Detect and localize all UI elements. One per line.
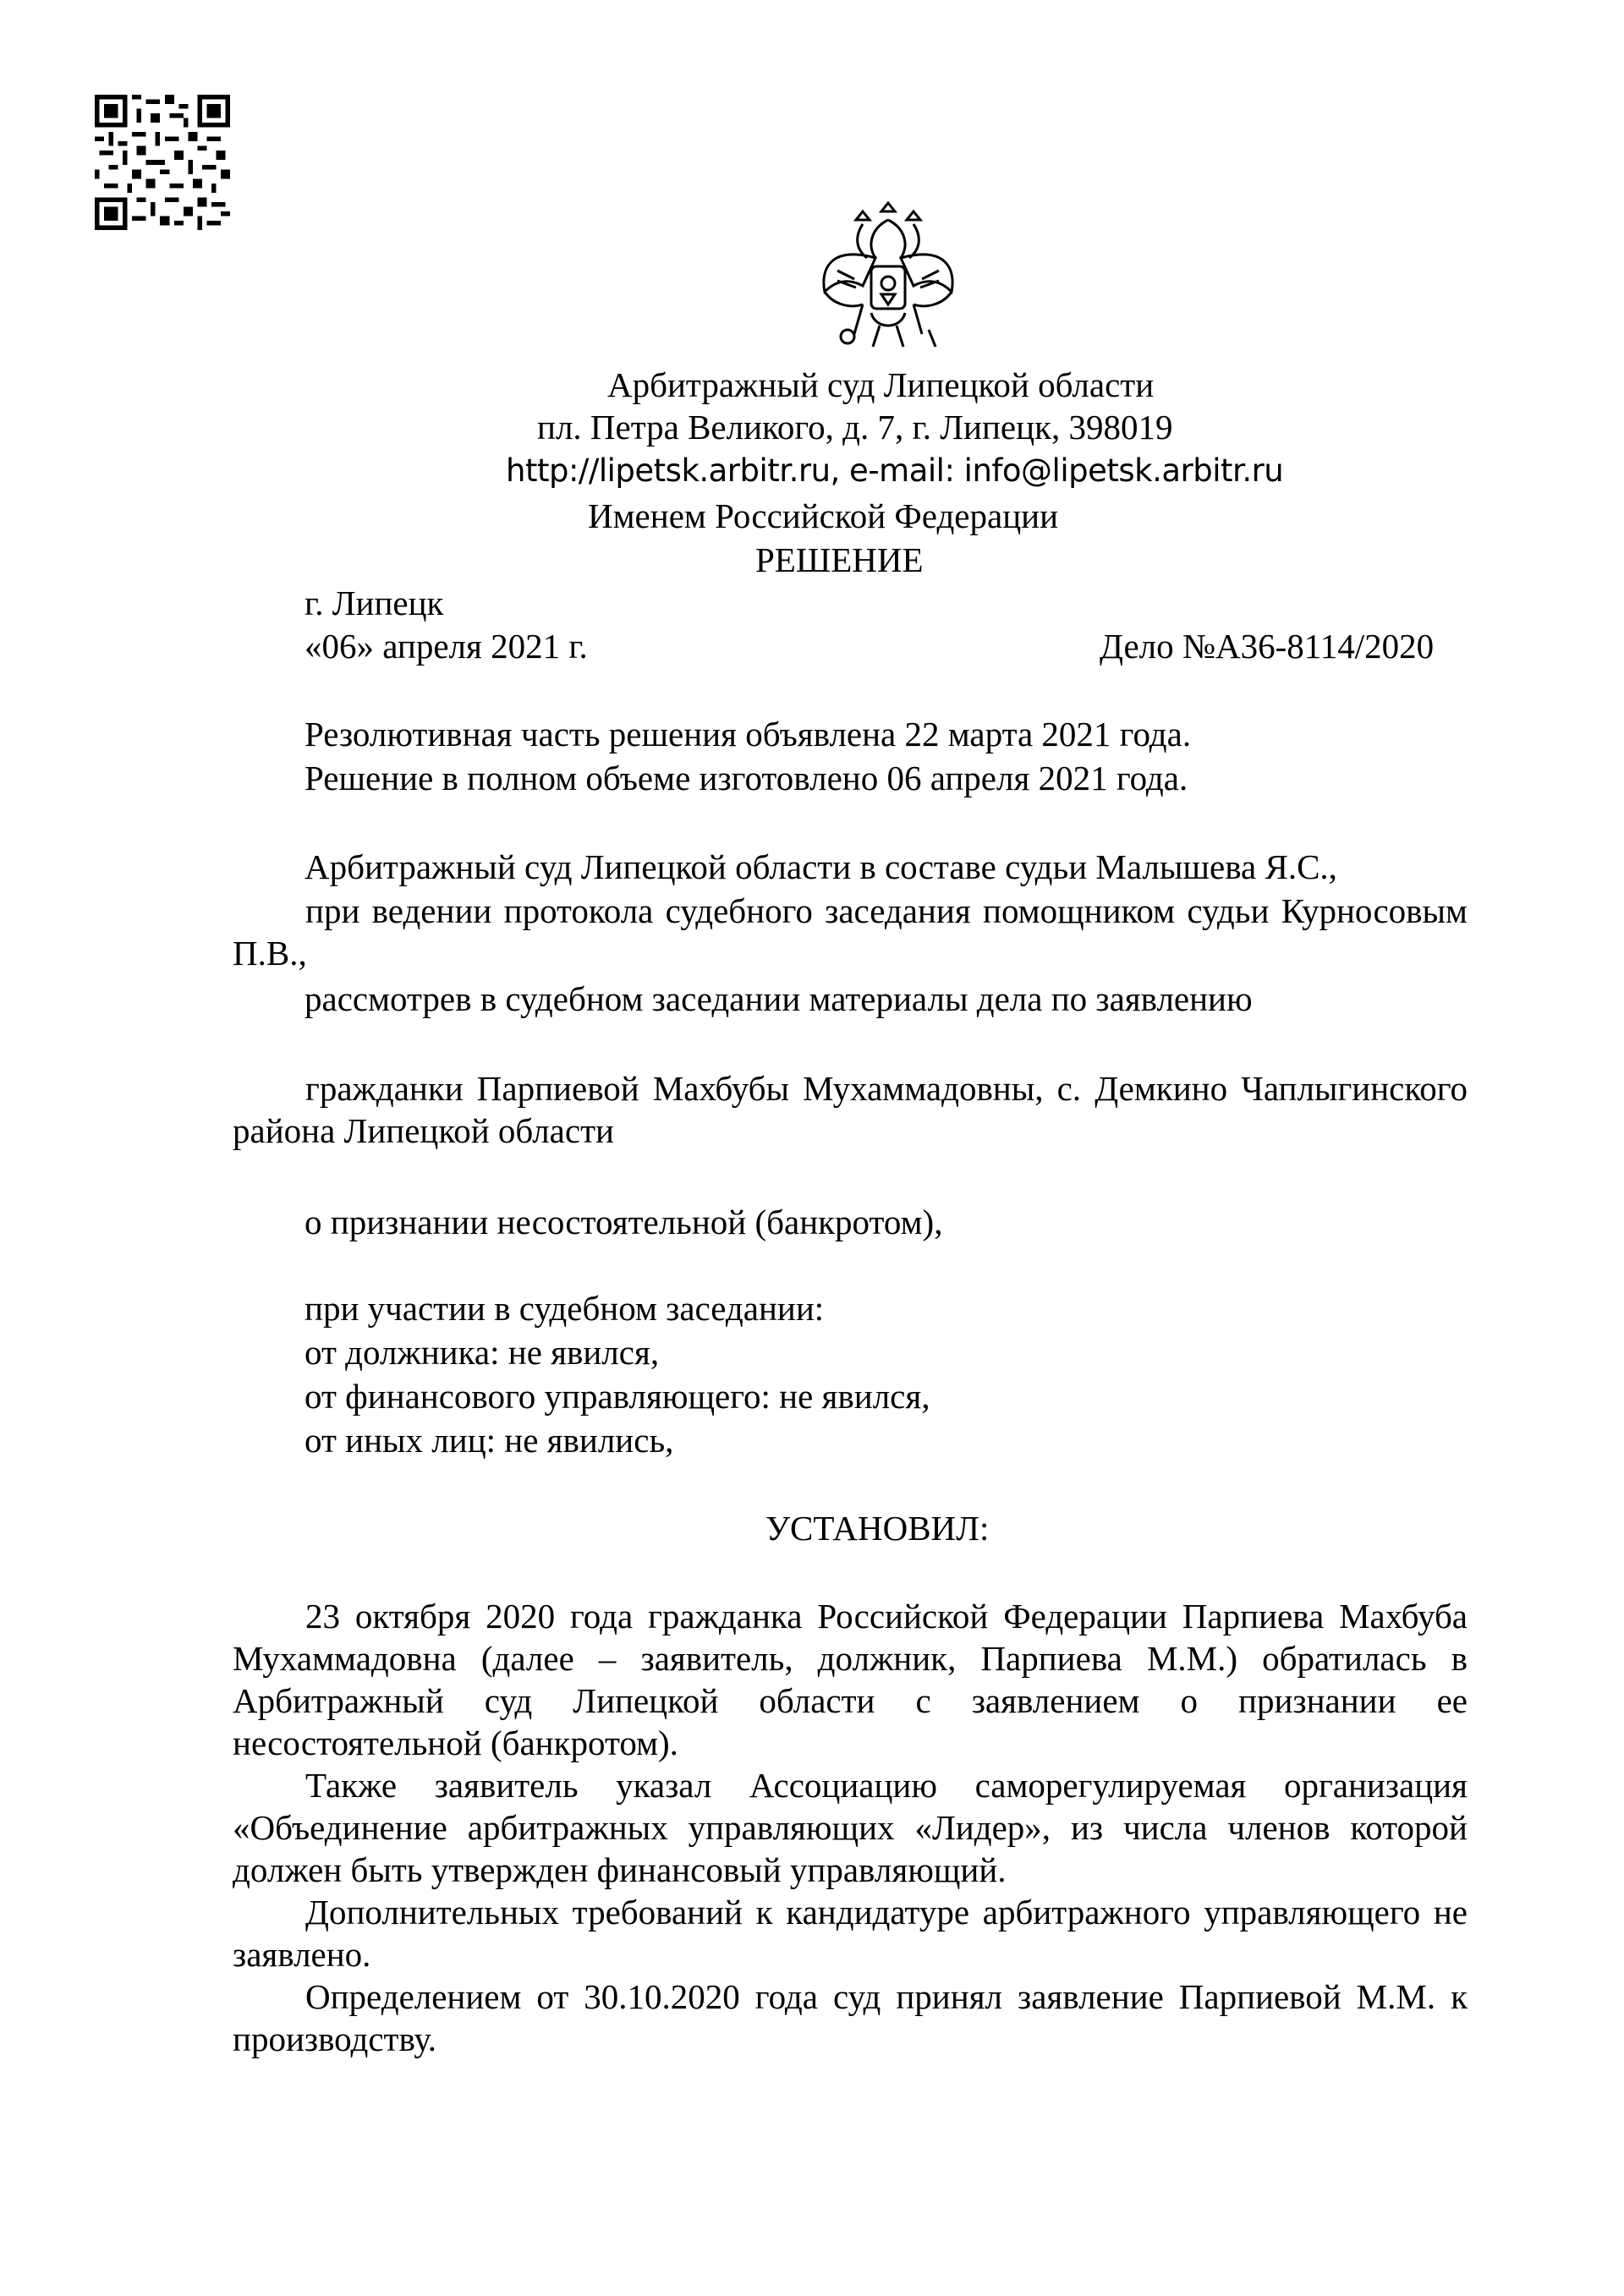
announce-line-2: Решение в полном объеме изготовлено 06 апреля 2021 года.	[304, 759, 1188, 797]
paragraph-3: Дополнительных требований к кандидатуре арбитражного управляющего не заявлено.	[233, 1893, 1468, 1974]
announce-line-1: Резолютивная часть решения объявлена 22 марта 2021 года.	[304, 715, 1192, 753]
participation-manager: от финансового управляющего: не явился,	[304, 1377, 930, 1416]
paragraph-2: Также заявитель указал Ассоциацию саморегулируемая организация «Объединение арбитражных управляющих «Лидер», из числа членов которой должен быть утвержден финансовый управляющий.	[233, 1766, 1468, 1889]
participation-intro: при участии в судебном заседании:	[304, 1289, 825, 1328]
city: г. Липецк	[304, 584, 444, 622]
applicant-text: гражданки Парпиевой Махбубы Мухаммадовны, с. Демкино Чаплыгинского района Липецкой области	[233, 1069, 1468, 1150]
participation-others: от иных лиц: не явились,	[304, 1421, 674, 1460]
composition-line-1: Арбитражный суд Липецкой области в составе судьи Малышева Я.С.,	[304, 847, 1337, 886]
paragraph-1: 23 октября 2020 года гражданка Российской Федерации Парпиева Махбуба Мухаммадовна (далее – заявитель, должник, Парпиева М.М.) обратилась в Арбитражный суд Липецкой области с заявлением о признании ее несостоятельной (банкротом).	[233, 1597, 1468, 1762]
qr-code-icon	[95, 95, 230, 230]
composition-line-3: рассмотрев в судебном заседании материалы дела по заявлению	[304, 979, 1253, 1018]
court-web-email: http://lipetsk.arbitr.ru, e-mail: info@lipetsk.arbitr.ru	[506, 452, 1284, 489]
composition-line-2: при ведении протокола судебного заседания помощником судьи Курносовым П.В.,	[233, 891, 1468, 973]
court-name: Арбитражный суд Липецкой области	[607, 365, 1155, 404]
subject-text: о признании несостоятельной (банкротом),	[304, 1203, 943, 1241]
paragraph-4: Определением от 30.10.2020 года суд принял заявление Парпиевой М.М. к производству.	[233, 1977, 1468, 2058]
established-heading: УСТАНОВИЛ:	[765, 1509, 990, 1548]
decision-date: «06» апреля 2021 г.	[304, 627, 588, 666]
coat-of-arms-icon	[804, 186, 973, 355]
court-address: пл. Петра Великого, д. 7, г. Липецк, 398019	[537, 408, 1173, 447]
document-type: РЕШЕНИЕ	[755, 540, 924, 579]
case-number: Дело №А36-8114/2020	[1100, 627, 1435, 666]
participation-debtor: от должника: не явился,	[304, 1333, 660, 1372]
in-name-of-federation: Именем Российской Федерации	[588, 496, 1059, 535]
